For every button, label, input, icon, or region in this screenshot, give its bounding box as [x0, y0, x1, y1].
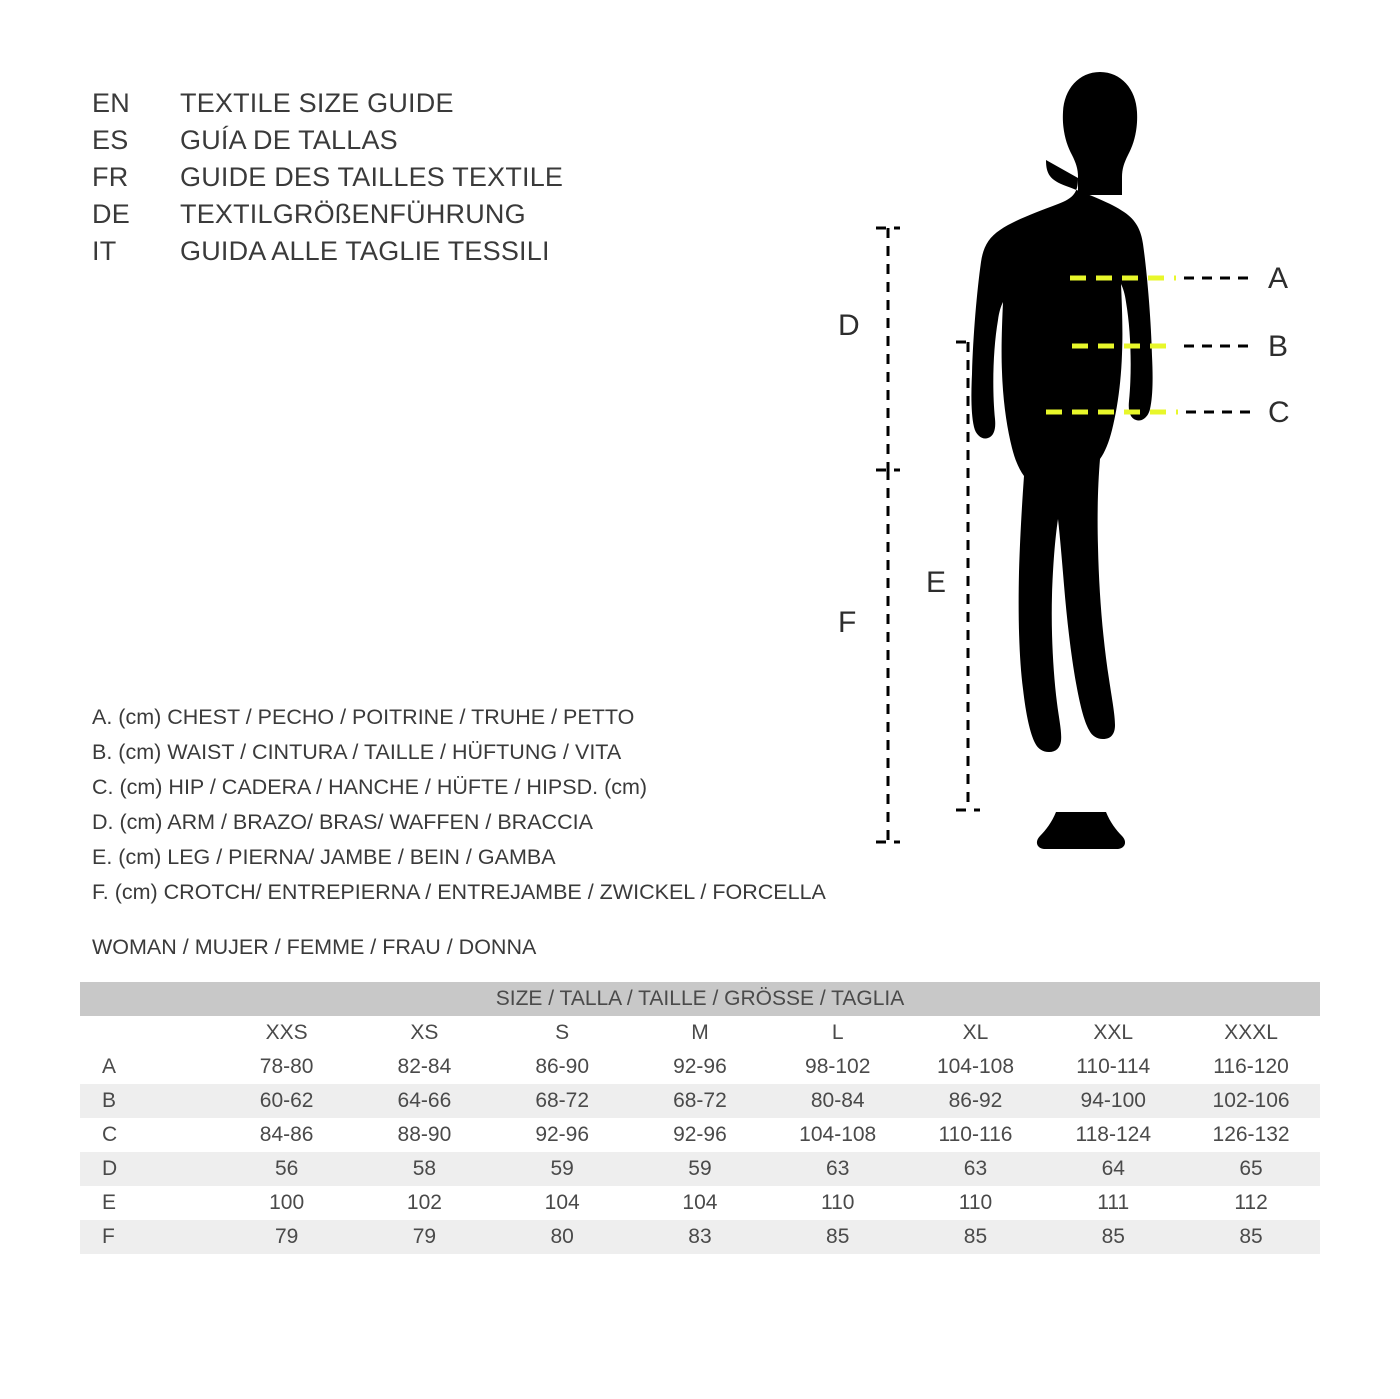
measure-bracket-d: [876, 228, 900, 470]
size-col-xl: XL: [907, 1016, 1045, 1050]
size-col-xxl: XXL: [1044, 1016, 1182, 1050]
legend-item-a: A. (cm) CHEST / PECHO / POITRINE / TRUHE / PETTO: [92, 705, 635, 729]
cell-a-xxs: 78-80: [218, 1050, 356, 1084]
size-col-xxxl: XXXL: [1182, 1016, 1320, 1050]
cell-e-l: 110: [769, 1186, 907, 1220]
table-header-row: [80, 982, 1320, 1016]
size-row-corner: [80, 1016, 218, 1050]
title-text-es: GUÍA DE TALLAS: [180, 125, 398, 155]
legend-item-f: F. (cm) CROTCH/ ENTREPIERNA / ENTREJAMBE / ZWICKEL / FORCELLA: [92, 880, 826, 904]
size-col-xs: XS: [356, 1016, 494, 1050]
size-col-xxs: XXS: [218, 1016, 356, 1050]
cell-c-xxl: 118-124: [1044, 1118, 1182, 1152]
table-row: [80, 1118, 1320, 1152]
cell-c-xl: 110-116: [907, 1118, 1045, 1152]
title-block: [92, 88, 732, 273]
marker-label-d: D: [838, 309, 860, 342]
cell-e-xxl: 111: [1044, 1186, 1182, 1220]
row-label-a: A: [80, 1050, 218, 1084]
cell-c-xxxl: 126-132: [1182, 1118, 1320, 1152]
title-row-es: [92, 125, 732, 162]
cell-f-xl: 85: [907, 1220, 1045, 1254]
cell-a-l: 98-102: [769, 1050, 907, 1084]
table-size-row: [80, 1016, 1320, 1050]
cell-e-xs: 102: [356, 1186, 494, 1220]
marker-leader-lines: [1184, 278, 1252, 412]
table-row: [80, 1050, 1320, 1084]
cell-d-xl: 63: [907, 1152, 1045, 1186]
title-lang-es: ES: [92, 125, 129, 155]
cell-e-xxxl: 112: [1182, 1186, 1320, 1220]
cell-e-xl: 110: [907, 1186, 1045, 1220]
cell-a-xxxl: 116-120: [1182, 1050, 1320, 1084]
cell-b-xxxl: 102-106: [1182, 1084, 1320, 1118]
cell-c-s: 92-96: [493, 1118, 631, 1152]
cell-a-m: 92-96: [631, 1050, 769, 1084]
row-label-d: D: [80, 1152, 218, 1186]
cell-f-xxs: 79: [218, 1220, 356, 1254]
cell-a-xxl: 110-114: [1044, 1050, 1182, 1084]
title-row-it: [92, 236, 732, 273]
table-row: [80, 1186, 1320, 1220]
section-label-woman: WOMAN / MUJER / FEMME / FRAU / DONNA: [92, 935, 537, 959]
cell-b-m: 68-72: [631, 1084, 769, 1118]
size-table-wrapper: [80, 982, 1320, 1254]
row-label-f: F: [80, 1220, 218, 1254]
size-table: [80, 982, 1320, 1254]
marker-label-a: A: [1268, 262, 1289, 295]
title-text-fr: GUIDE DES TAILLES TEXTILE: [180, 162, 564, 192]
title-lang-en: EN: [92, 88, 130, 118]
title-lang-de: DE: [92, 199, 130, 229]
size-col-m: M: [631, 1016, 769, 1050]
measure-bracket-f: [876, 470, 900, 842]
cell-d-xxl: 64: [1044, 1152, 1182, 1186]
cell-b-s: 68-72: [493, 1084, 631, 1118]
cell-d-xs: 58: [356, 1152, 494, 1186]
marker-label-b: B: [1268, 330, 1289, 363]
cell-a-xl: 104-108: [907, 1050, 1045, 1084]
legend-item-e: E. (cm) LEG / PIERNA/ JAMBE / BEIN / GAMBA: [92, 845, 556, 869]
body-measurement-diagram: [800, 60, 1360, 880]
cell-d-m: 59: [631, 1152, 769, 1186]
female-silhouette-icon: [971, 72, 1152, 849]
cell-c-l: 104-108: [769, 1118, 907, 1152]
title-text-it: GUIDA ALLE TAGLIE TESSILI: [180, 236, 550, 266]
legend-item-c: C. (cm) HIP / CADERA / HANCHE / HÜFTE / HIPSD. (cm): [92, 775, 648, 799]
table-header-label: SIZE / TALLA / TAILLE / GRÖSSE / TAGLIA: [80, 982, 1320, 1016]
legend-item-b: B. (cm) WAIST / CINTURA / TAILLE / HÜFTUNG / VITA: [92, 740, 622, 764]
cell-f-xs: 79: [356, 1220, 494, 1254]
title-row-de: [92, 199, 732, 236]
title-row-en: [92, 88, 732, 125]
title-lang-it: IT: [92, 236, 117, 266]
title-text-en: TEXTILE SIZE GUIDE: [180, 88, 454, 118]
cell-d-xxxl: 65: [1182, 1152, 1320, 1186]
table-row: [80, 1152, 1320, 1186]
cell-f-m: 83: [631, 1220, 769, 1254]
row-label-c: C: [80, 1118, 218, 1152]
table-row: [80, 1220, 1320, 1254]
size-col-l: L: [769, 1016, 907, 1050]
title-row-fr: [92, 162, 732, 199]
cell-f-xxl: 85: [1044, 1220, 1182, 1254]
cell-d-xxs: 56: [218, 1152, 356, 1186]
title-lang-fr: FR: [92, 162, 129, 192]
cell-a-s: 86-90: [493, 1050, 631, 1084]
cell-c-xxs: 84-86: [218, 1118, 356, 1152]
title-text-de: TEXTILGRÖßENFÜHRUNG: [180, 199, 526, 229]
cell-c-m: 92-96: [631, 1118, 769, 1152]
cell-e-m: 104: [631, 1186, 769, 1220]
cell-e-s: 104: [493, 1186, 631, 1220]
row-label-b: B: [80, 1084, 218, 1118]
cell-e-xxs: 100: [218, 1186, 356, 1220]
cell-b-xl: 86-92: [907, 1084, 1045, 1118]
cell-d-s: 59: [493, 1152, 631, 1186]
cell-f-l: 85: [769, 1220, 907, 1254]
cell-c-xs: 88-90: [356, 1118, 494, 1152]
cell-b-xxs: 60-62: [218, 1084, 356, 1118]
cell-f-s: 80: [493, 1220, 631, 1254]
cell-b-xs: 64-66: [356, 1084, 494, 1118]
marker-label-f: F: [838, 606, 857, 639]
marker-label-e: E: [926, 566, 947, 599]
cell-a-xs: 82-84: [356, 1050, 494, 1084]
cell-b-xxl: 94-100: [1044, 1084, 1182, 1118]
size-col-s: S: [493, 1016, 631, 1050]
legend-item-d: D. (cm) ARM / BRAZO/ BRAS/ WAFFEN / BRACCIA: [92, 810, 593, 834]
marker-label-c: C: [1268, 396, 1290, 429]
measurement-legend: [92, 700, 872, 910]
table-row: [80, 1084, 1320, 1118]
cell-d-l: 63: [769, 1152, 907, 1186]
cell-b-l: 80-84: [769, 1084, 907, 1118]
cell-f-xxxl: 85: [1182, 1220, 1320, 1254]
row-label-e: E: [80, 1186, 218, 1220]
